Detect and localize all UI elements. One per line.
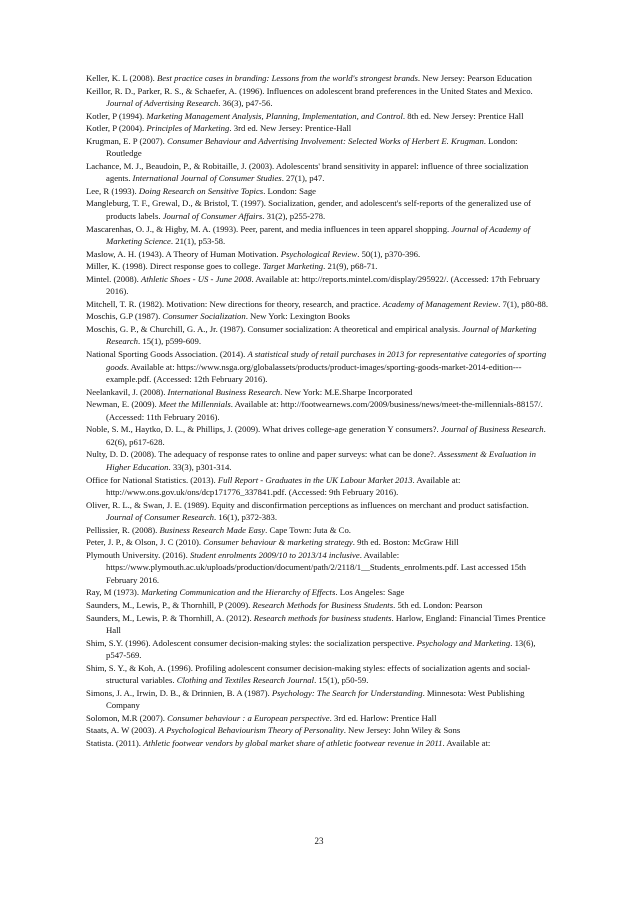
reference-entry	[86, 310, 554, 323]
reference-entry	[86, 135, 554, 160]
reference-text: Noble, S. M., Haytko, D. L., & Phillips, J. (2009). What drives college-age generation Y consumers?.	[86, 424, 441, 435]
reference-entry	[86, 448, 554, 473]
reference-details: . Available: https://www.plymouth.ac.uk/uploads/production/document/path/2/2118/1__Students_enrolments.pdf. Last accessed 15th February 2016.	[106, 549, 526, 585]
reference-details: . New York: M.E.Sharpe Incorporated	[280, 386, 413, 397]
reference-title: A statistical study of retail purchases in 2013 for representative categories of sporting goods	[106, 349, 547, 372]
reference-entry	[86, 197, 554, 222]
reference-text: Mintel. (2008).	[86, 273, 142, 284]
reference-list	[86, 72, 554, 750]
reference-text: Saunders, M., Lewis, P., & Thornhill, P (2009).	[86, 599, 253, 610]
reference-details: . 3rd ed. Harlow: Prentice Hall	[329, 712, 437, 723]
reference-title: Journal of Consumer Research	[106, 512, 215, 523]
reference-text: Ray, M (1973).	[86, 587, 142, 598]
reference-title: Meet the Millennials	[158, 399, 231, 410]
reference-entry	[86, 499, 554, 524]
reference-entry	[86, 536, 554, 549]
reference-entry	[86, 122, 554, 135]
reference-entry	[86, 586, 554, 599]
page-number: 23	[314, 836, 324, 846]
reference-details: . 8th ed. New Jersey: Prentice Hall	[402, 110, 524, 121]
reference-details: . London: Routledge	[106, 135, 518, 159]
reference-entry	[86, 72, 554, 85]
reference-title: Journal of Marketing Research	[106, 323, 537, 347]
reference-title: Principles of Marketing	[146, 123, 230, 134]
reference-title: Research Methods for Business Students	[252, 599, 394, 610]
reference-title: Consumer Behaviour and Advertising Involvement: Selected Works of Herbert E. Krugman	[167, 135, 484, 146]
reference-text: Staats, A. W (2003).	[86, 725, 159, 736]
reference-entry	[86, 260, 554, 273]
reference-text: Miller, K. (1998). Direct response goes to college.	[86, 261, 263, 272]
reference-title: Doing Research on Sensitive Topics	[138, 185, 264, 196]
reference-details: . 21(1), p53-58.	[170, 236, 226, 247]
reference-title: Journal of Academy of Marketing Science	[106, 223, 531, 247]
reference-title: Student enrolments 2009/10 to 2013/14 inclusive	[189, 549, 360, 560]
reference-entry	[86, 323, 554, 348]
reference-details: . 27(1), p47.	[281, 173, 325, 184]
reference-details: . 15(1), p50-59.	[314, 675, 369, 686]
reference-entry	[86, 612, 554, 637]
reference-details: . Available at: http://footwearnews.com/2009/business/news/meet-the-millennials-88157/. (Accessed: 11th February 2016).	[106, 399, 543, 422]
reference-entry	[86, 223, 554, 248]
reference-details: . New Jersey: John Wiley & Sons	[343, 725, 461, 736]
reference-entry	[86, 474, 554, 499]
reference-title: Consumer behaviour : a European perspective	[167, 712, 330, 723]
reference-title: Marketing Management Analysis, Planning, Implementation, and Control	[146, 110, 403, 121]
reference-text: Krugman, E. P (2007).	[86, 135, 167, 146]
reference-text: Moschis, G. P., & Churchill, G. A., Jr. (1987). Consumer socialization: A theoretical and empirical analysis.	[86, 323, 463, 334]
reference-text: Kotler, P (2004).	[86, 123, 147, 134]
reference-entry	[86, 248, 554, 261]
reference-details: . 15(1), p599-609.	[138, 336, 201, 347]
reference-title: A Psychological Behaviourism Theory of Personality	[158, 725, 344, 736]
reference-entry	[86, 712, 554, 725]
reference-text: Newman, E. (2009).	[86, 399, 159, 410]
reference-entry	[86, 298, 554, 311]
reference-text: Office for National Statistics. (2013).	[86, 474, 218, 485]
reference-details: . 50(1), p370-396.	[357, 248, 421, 259]
reference-entry	[86, 110, 554, 123]
reference-details: . Available at: http://www.ons.gov.uk/ons/dcp171776_337841.pdf. (Accessed: 9th February 2016).	[106, 474, 461, 498]
reference-entry	[86, 423, 554, 448]
reference-details: . 31(2), p255-278.	[262, 211, 326, 222]
reference-text: Maslow, A. H. (1943). A Theory of Human Motivation.	[86, 248, 281, 259]
reference-title: Journal of Advertising Research	[106, 98, 219, 109]
reference-entry	[86, 348, 554, 386]
reference-title: Psychology and Marketing	[416, 637, 511, 648]
reference-entry	[86, 724, 554, 737]
reference-text: Kotler, P (1994).	[86, 110, 147, 121]
reference-entry	[86, 599, 554, 612]
reference-entry	[86, 637, 554, 662]
reference-text: Simons, J. A., Irwin, D. B., & Drinnien, B. A (1987).	[86, 687, 272, 698]
reference-details: . 5th ed. London: Pearson	[393, 599, 483, 610]
reference-title: Consumer Socialization	[162, 311, 246, 322]
reference-entry	[86, 185, 554, 198]
reference-details: . 16(1), p372-383.	[214, 512, 278, 523]
reference-text: Solomon, M.R (2007).	[86, 712, 168, 723]
reference-text: Peter, J. P., & Olson, J. C (2010).	[86, 537, 204, 548]
reference-text: Lachance, M. J., Beaudoin, P., & Robitaille, J. (2003). Adolescents' brand sensitivity in apparel: influence of three socialization agents.	[86, 160, 529, 184]
reference-entry	[86, 662, 554, 687]
reference-details: . 36(3), p47-56.	[218, 98, 273, 109]
reference-text: Mascarenhas, O. J., & Higby, M. A. (1993). Peer, parent, and media influences in teen apparel shopping.	[86, 223, 452, 234]
reference-text: Oliver, R. L., & Swan, J. E. (1989). Equity and disconfirmation perceptions as influences on merchant and product satisfaction.	[86, 499, 529, 510]
reference-entry	[86, 687, 554, 712]
reference-text: National Sporting Goods Association. (2014).	[86, 349, 248, 360]
reference-title: Athletic Shoes - US - June 2008	[141, 273, 252, 284]
reference-text: Plymouth University. (2016).	[86, 549, 190, 560]
reference-details: . Available at:	[442, 737, 491, 748]
reference-text: Mangleburg, T. F., Grewal, D., & Bristol, T. (1997). Socialization, gender, and adolescent's self-reports of the generalized use of products labels.	[86, 198, 532, 222]
reference-entry	[86, 273, 554, 298]
reference-text: Mitchell, T. R. (1982). Motivation: New directions for theory, research, and practice.	[86, 298, 383, 309]
reference-title: International Journal of Consumer Studies	[132, 173, 282, 184]
reference-text: Keller, K. L (2008).	[86, 73, 157, 83]
reference-text: Shim, S.Y. (1996). Adolescent consumer decision-making styles: the socialization perspective.	[86, 637, 417, 648]
reference-entry	[86, 160, 554, 185]
reference-details: . New York: Lexington Books	[245, 311, 350, 322]
reference-details: . London: Sage	[263, 185, 317, 196]
reference-title: Marketing Communication and the Hierarchy of Effects	[141, 587, 336, 598]
reference-details: . 13(6), p547-569.	[106, 637, 536, 661]
reference-details: . Available at: http://reports.mintel.com/display/295922/. (Accessed: 17th February 2016).	[106, 273, 540, 297]
reference-details: . Los Angeles: Sage	[335, 587, 405, 598]
reference-entry	[86, 386, 554, 399]
reference-entry	[86, 85, 554, 110]
reference-title: Best practice cases in branding: Lessons from the world's strongest brands	[156, 73, 418, 83]
reference-text: Lee, R (1993).	[86, 185, 139, 196]
reference-text: Shim, S. Y., & Koh, A. (1996). Profiling adolescent consumer decision-making styles: effects of socialization agents and social-structural variables.	[86, 662, 531, 686]
reference-text: Saunders, M., Lewis, P. & Thornhill, A. (2012).	[86, 612, 254, 623]
reference-text: Pellissier, R. (2008).	[86, 524, 160, 535]
reference-title: Athletic footwear vendors by global market share of athletic footwear revenue in 2011	[143, 737, 443, 748]
reference-details: . Available at: https://www.nsga.org/globalassets/products/product-images/sporting-goods-market-2014-edition---example.pdf. (Accessed: 12th February 2016).	[106, 361, 522, 385]
reference-details: . Harlow, England: Financial Times Prentice Hall	[106, 612, 546, 636]
reference-title: Full Report - Graduates in the UK Labour Market 2013	[217, 474, 413, 485]
reference-details: . 33(3), p301-314.	[168, 461, 232, 472]
reference-text: Statista. (2011).	[86, 737, 144, 748]
reference-entry	[86, 549, 554, 587]
reference-title: Research methods for business students	[253, 612, 392, 623]
reference-details: . Minnesota: West Publishing Company	[106, 687, 525, 711]
reference-details: . Cape Town: Juta & Co.	[265, 524, 351, 535]
reference-details: . 21(9), p68-71.	[323, 261, 378, 272]
reference-title: International Business Research	[167, 386, 281, 397]
reference-title: Clothing and Textiles Research Journal	[176, 675, 315, 686]
reference-title: Psychology: The Search for Understanding	[271, 687, 423, 698]
reference-text: Keillor, R. D., Parker, R. S., & Schaefer, A. (1996). Influences on adolescent brand preferences in the United States and Mexico.	[86, 85, 533, 96]
reference-details: . 9th ed. Boston: McGraw Hill	[352, 537, 459, 548]
reference-details: . New Jersey: Pearson Education	[417, 73, 532, 83]
reference-text: Neelankavil, J. (2008).	[86, 386, 168, 397]
reference-title: Psychological Review	[280, 248, 358, 259]
reference-entry	[86, 737, 554, 750]
reference-title: Journal of Business Research	[440, 424, 544, 435]
reference-title: Consumer behaviour & marketing strategy	[203, 537, 353, 548]
reference-title: Business Research Made Easy	[159, 524, 266, 535]
reference-entry	[86, 398, 554, 423]
reference-text: Nulty, D. D. (2008). The adequacy of response rates to online and paper surveys: what can be done?.	[86, 449, 439, 460]
reference-entry	[86, 524, 554, 537]
reference-title: Journal of Consumer Affairs	[162, 211, 263, 222]
reference-title: Assessment & Evaluation in Higher Education	[106, 449, 536, 472]
reference-details: . 62(6), p617-628.	[106, 424, 546, 447]
reference-details: . 3rd ed. New Jersey: Prentice-Hall	[229, 123, 352, 134]
reference-text: Moschis, G.P (1987).	[86, 311, 163, 322]
reference-title: Academy of Management Review	[382, 298, 499, 309]
reference-details: . 7(1), p80-88.	[498, 298, 549, 309]
reference-title: Target Marketing	[262, 261, 324, 272]
